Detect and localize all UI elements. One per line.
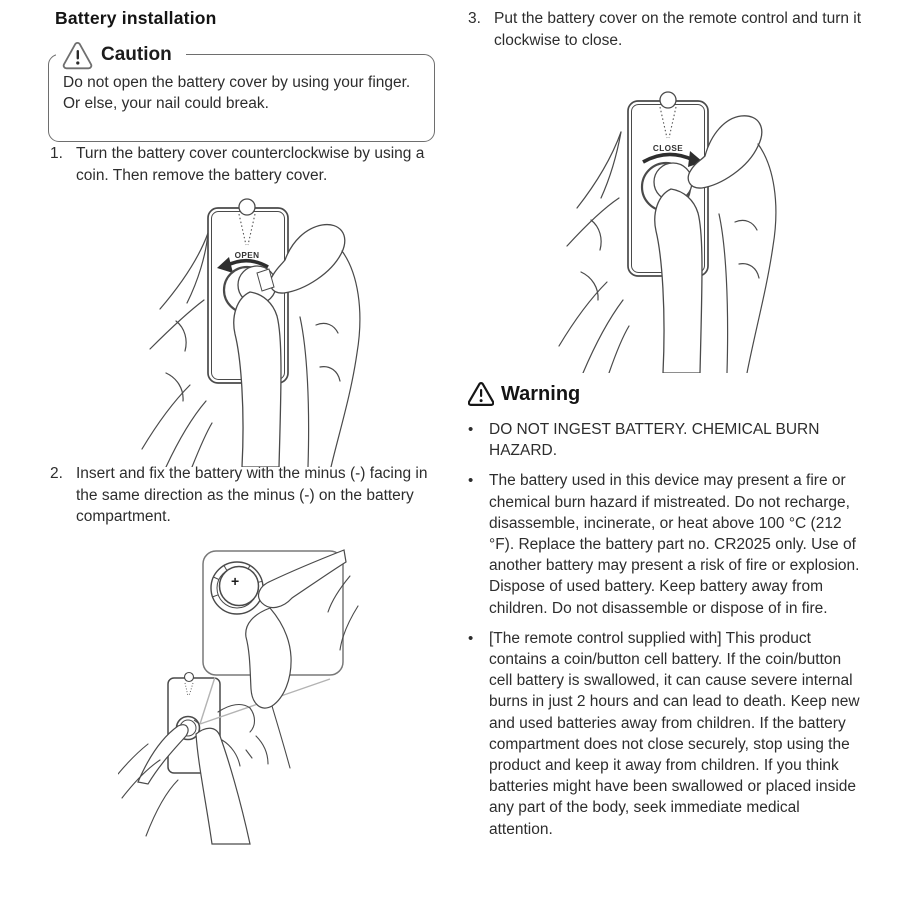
bullet: •	[468, 472, 474, 490]
figure-open-cover	[140, 197, 440, 467]
step-3-number: 3.	[468, 10, 481, 27]
cover-notch-small	[185, 673, 194, 682]
figure-close-cover	[553, 88, 853, 373]
open-illustration	[140, 197, 440, 467]
step-2-number: 2.	[50, 465, 63, 482]
caution-header	[56, 39, 186, 71]
caution-label: Caution	[101, 44, 172, 65]
warning-item-text: DO NOT INGEST BATTERY. CHEMICAL BURN HAZARD.	[489, 421, 820, 460]
cover-notch	[239, 199, 255, 215]
bullet: •	[468, 629, 474, 647]
step-1-text: Turn the battery cover counterclockwise by using a coin. Then remove the battery cover.	[76, 145, 425, 184]
warning-item-text: [The remote control supplied with] This product contains a coin/button cell battery. If the coin/button cell battery is swallowed, it can cause severe internal burns in just 2 hours and can lead to death. Keep new and used batteries away from children. If the battery compartment does not close securely, stop using the product and keep it away from children. If you think batteries might have been swallowed or placed inside any part of the body, seek immediate medical attention.	[489, 629, 860, 838]
insert-illustration	[118, 536, 448, 846]
step-1	[50, 143, 426, 186]
step-3	[468, 8, 862, 51]
warning-item	[468, 628, 868, 840]
warning-list	[468, 419, 868, 849]
step-3-text: Put the battery cover on the remote control and turn it clockwise to close.	[494, 10, 862, 49]
page-title: Battery installation	[55, 8, 217, 28]
warning-item-text: The battery used in this device may present a fire or chemical burn hazard if mistreated. Do not recharge, disassemble, incinerate, or heat above 100 °C (212 °F). Replace the battery part no. CR2025 only. Use of another battery may present a risk of fire or explosion. Dispose of used battery. Keep battery away from children. Do not disassemble or dispose of in fire.	[489, 472, 860, 617]
figure-insert-battery	[118, 536, 448, 846]
left-hand-lines	[559, 132, 629, 373]
cover-notch	[660, 92, 676, 108]
warning-item	[468, 470, 868, 618]
warning-item	[468, 419, 868, 461]
open-label: OPEN	[234, 251, 260, 260]
warning-triangle-icon	[468, 382, 494, 406]
step-1-number: 1.	[50, 145, 63, 162]
battery-plus-mark: +	[231, 573, 240, 589]
step-2-text: Insert and fix the battery with the minus (-) facing in the same direction as the minus (-) on the battery compartment.	[76, 465, 428, 525]
step-2	[50, 463, 444, 528]
close-illustration	[553, 88, 853, 373]
bullet: •	[468, 421, 474, 438]
warning-label: Warning	[501, 382, 581, 405]
caution-triangle-icon	[62, 41, 93, 70]
warning-header	[468, 382, 580, 406]
close-label: CLOSE	[652, 144, 684, 153]
caution-text: Do not open the battery cover by using your finger. Or else, your nail could break.	[63, 74, 411, 112]
left-hand-lines	[142, 233, 212, 467]
